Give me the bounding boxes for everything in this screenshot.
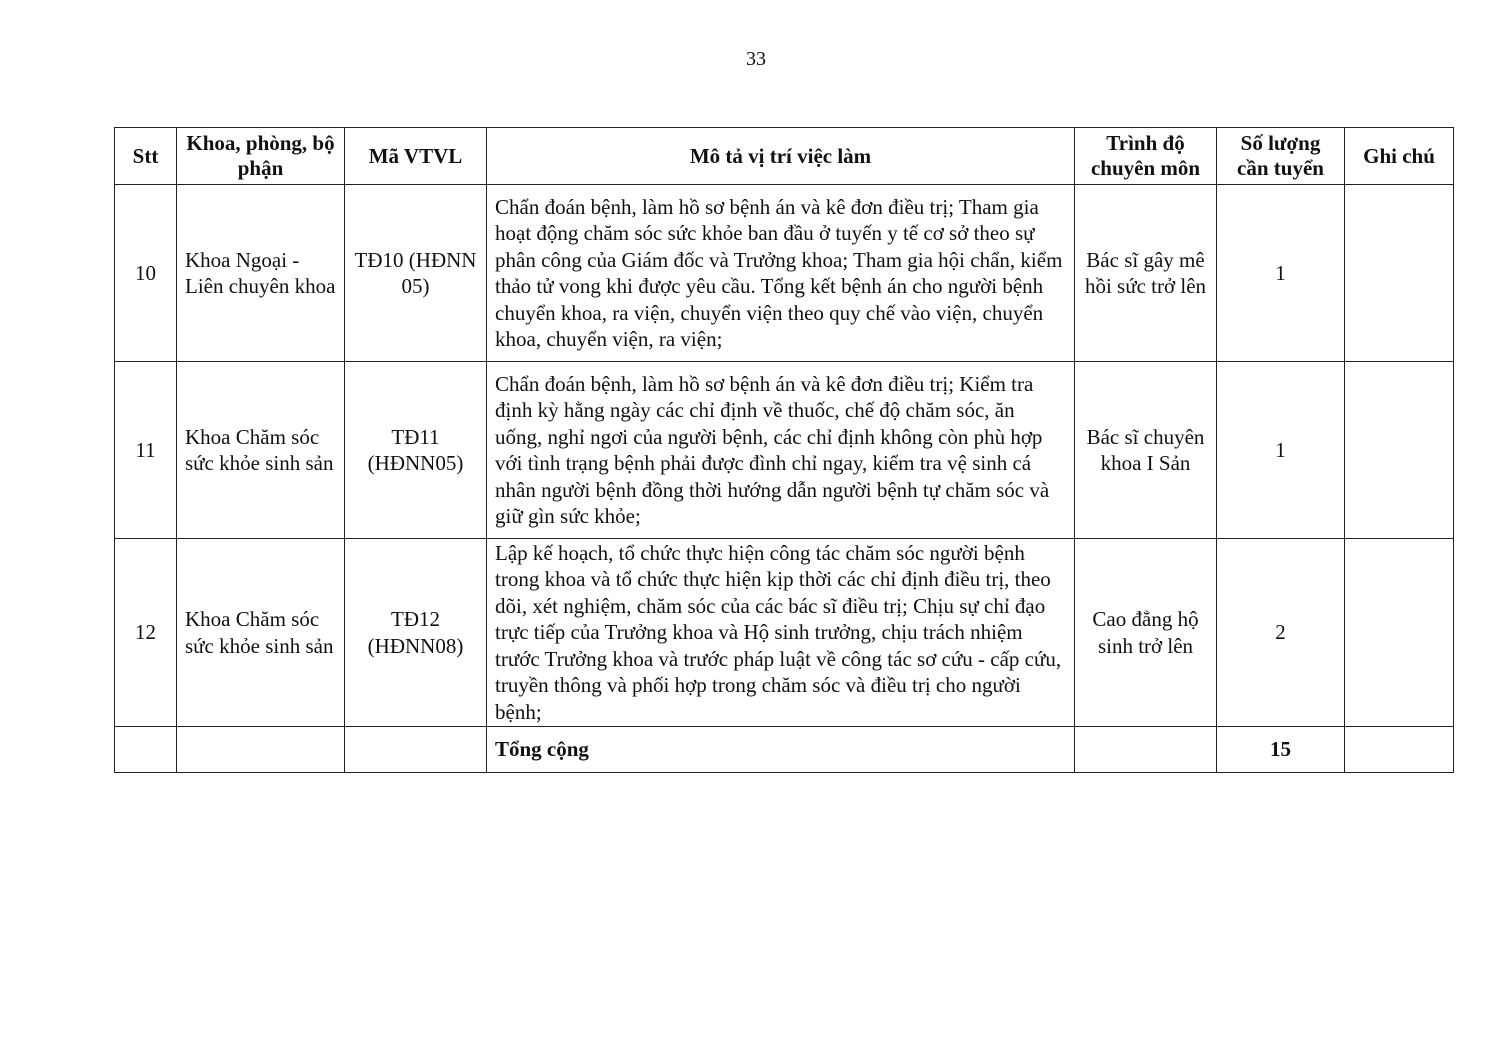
cell-code: TĐ10 (HĐNN 05): [345, 185, 487, 362]
cell-quantity: 1: [1217, 362, 1345, 539]
header-code: Mã VTVL: [345, 128, 487, 185]
total-empty-cell: [1345, 727, 1454, 773]
cell-stt: 12: [115, 539, 177, 727]
cell-quantity: 2: [1217, 539, 1345, 727]
cell-stt: 11: [115, 362, 177, 539]
table-row: [115, 185, 1454, 362]
cell-qualification: Bác sĩ chuyên khoa I Sản: [1075, 362, 1217, 539]
cell-note: [1345, 362, 1454, 539]
total-empty-cell: [1075, 727, 1217, 773]
cell-department: Khoa Chăm sóc sức khỏe sinh sản: [177, 539, 345, 727]
cell-description: Chẩn đoán bệnh, làm hồ sơ bệnh án và kê đơn điều trị; Tham gia hoạt động chăm sóc sức khỏe ban đầu ở tuyến y tế cơ sở theo sự phân công của Giám đốc và Trưởng khoa; Tham gia hội chẩn, kiểm thảo tử vong khi được yêu cầu. Tổng kết bệnh án cho người bệnh chuyển khoa, ra viện, chuyển viện theo quy chế vào viện, chuyển khoa, chuyển viện, ra viện;: [487, 185, 1075, 362]
total-quantity: 15: [1217, 727, 1345, 773]
header-note: Ghi chú: [1345, 128, 1454, 185]
cell-code: TĐ12 (HĐNN08): [345, 539, 487, 727]
total-empty-cell: [345, 727, 487, 773]
cell-code: TĐ11 (HĐNN05): [345, 362, 487, 539]
table-row: [115, 539, 1454, 727]
header-qualification: Trình độ chuyên môn: [1075, 128, 1217, 185]
total-empty-cell: [115, 727, 177, 773]
cell-note: [1345, 185, 1454, 362]
total-empty-cell: [177, 727, 345, 773]
header-quantity: Số lượng cần tuyển: [1217, 128, 1345, 185]
table-row: [115, 362, 1454, 539]
cell-department: Khoa Chăm sóc sức khỏe sinh sản: [177, 362, 345, 539]
cell-quantity: 1: [1217, 185, 1345, 362]
cell-note: [1345, 539, 1454, 727]
cell-qualification: Bác sĩ gây mê hồi sức trở lên: [1075, 185, 1217, 362]
cell-description: Lập kế hoạch, tổ chức thực hiện công tác chăm sóc người bệnh trong khoa và tổ chức thực hiện kịp thời các chỉ định điều trị, theo dõi, xét nghiệm, chăm sóc của các bác sĩ điều trị; Chịu sự chỉ đạo trực tiếp của Trưởng khoa và Hộ sinh trưởng, chịu trách nhiệm trước Trưởng khoa và trước pháp luật về công tác sơ cứu - cấp cứu, truyền thông và phối hợp trong chăm sóc và điều trị cho người bệnh;: [487, 539, 1075, 727]
cell-department: Khoa Ngoại - Liên chuyên khoa: [177, 185, 345, 362]
cell-qualification: Cao đẳng hộ sinh trở lên: [1075, 539, 1217, 727]
header-description: Mô tả vị trí việc làm: [487, 128, 1075, 185]
total-row: [115, 727, 1454, 773]
header-department: Khoa, phòng, bộ phận: [177, 128, 345, 185]
header-stt: Stt: [115, 128, 177, 185]
cell-stt: 10: [115, 185, 177, 362]
total-label: Tổng cộng: [487, 727, 1075, 773]
cell-description: Chẩn đoán bệnh, làm hồ sơ bệnh án và kê đơn điều trị; Kiểm tra định kỳ hằng ngày các chỉ định về thuốc, chế độ chăm sóc, ăn uống, nghỉ ngơi của người bệnh, các chỉ định không còn phù hợp với tình trạng bệnh phải được đình chỉ ngay, kiểm tra vệ sinh cá nhân người bệnh đồng thời hướng dẫn người bệnh tự chăm sóc và giữ gìn sức khỏe;: [487, 362, 1075, 539]
table-header-row: [115, 128, 1454, 185]
job-positions-table: [114, 127, 1454, 773]
page-number: 33: [746, 48, 766, 70]
